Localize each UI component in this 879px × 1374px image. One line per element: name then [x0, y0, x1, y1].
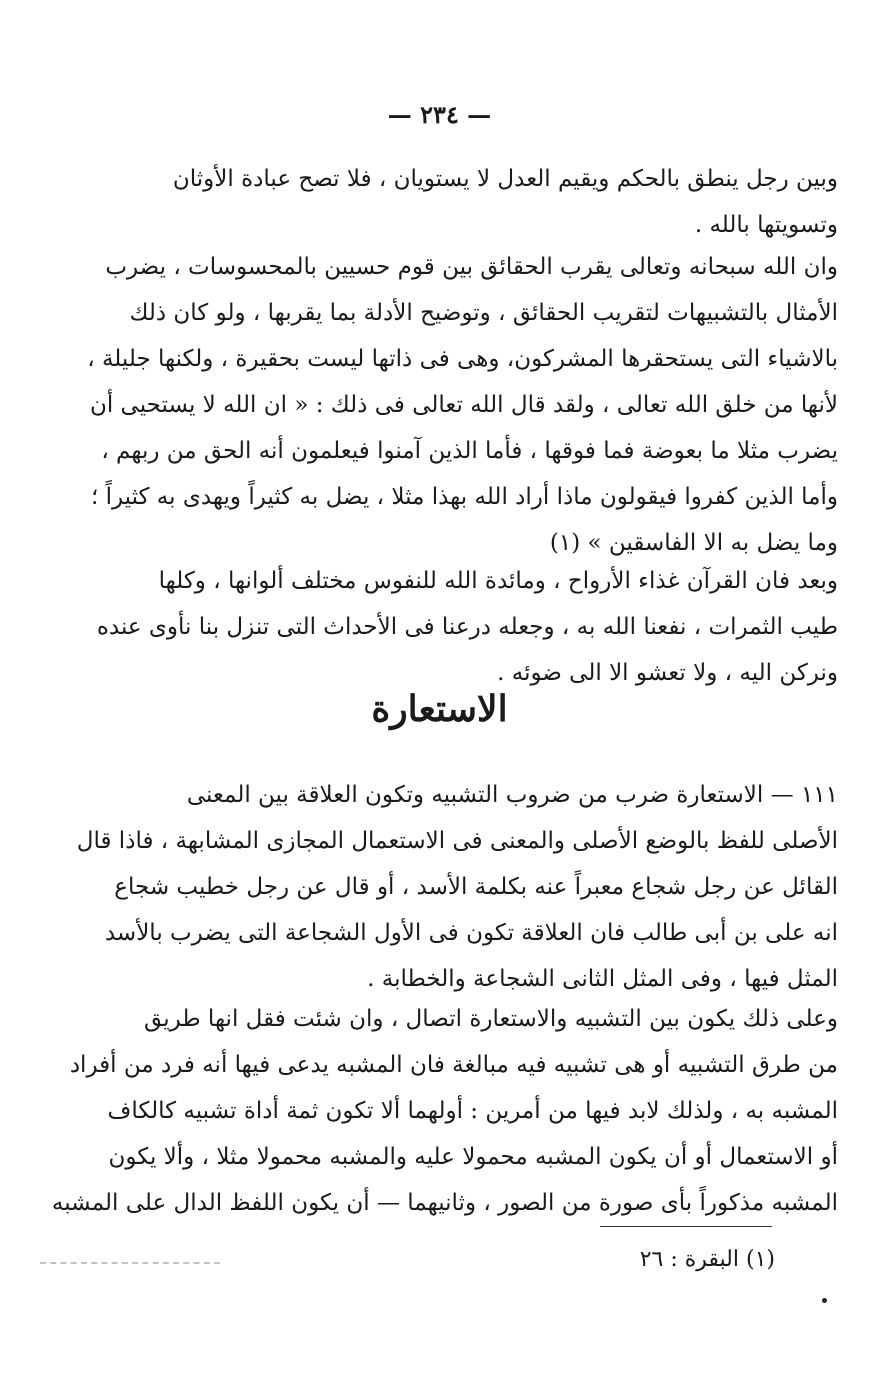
text-line: المشبه مذكوراً بأى صورة من الصور ، وثانيهما — أن يكون اللفظ الدال على المشبه — [51, 1190, 838, 1216]
text-line: بالاشياء التى يستحقرها المشركون، وهى فى ذاتها ليست بحقيرة ، ولكنها جليلة ، — [87, 346, 838, 372]
scan-artifact — [40, 1262, 220, 1264]
paragraph-1 — [48, 156, 838, 248]
paragraph-4 — [48, 772, 838, 1002]
text-line: وان الله سبحانه وتعالى يقرب الحقائق بين قوم حسيين بالمحسوسات ، يضرب — [105, 254, 838, 280]
page-number: — ٢٣٤ — — [387, 100, 492, 129]
text-line: ونركن اليه ، ولا تعشو الا الى ضوئه . — [497, 660, 838, 686]
text-line: وتسويتها بالله . — [694, 212, 838, 238]
text-line: وأما الذين كفروا فيقولون ماذا أراد الله بهذا مثلا ، يضل به كثيراً ويهدى به كثيراً ؛ — [90, 484, 838, 510]
text-line: الأصلى للفظ بالوضع الأصلى والمعنى فى الاستعمال المجازى المشابهة ، فاذا قال — [76, 828, 838, 854]
text-line: القائل عن رجل شجاع معبراً عنه بكلمة الأسد ، أو قال عن رجل خطيب شجاع — [114, 874, 838, 900]
footnote: (١) البقرة : ٢٦ — [639, 1247, 775, 1272]
text-line: انه على بن أبى طالب فان العلاقة تكون فى الأول الشجاعة التى يضرب بالأسد — [104, 920, 838, 946]
text-line: وما يضل به الا الفاسقين » (١) — [549, 530, 838, 556]
text-line: من طرق التشبيه أو هى تشبيه فيه مبالغة فان المشبه يدعى فيها أنه فرد من أفراد — [69, 1052, 838, 1078]
text-line: ١١١ — الاستعارة ضرب من ضروب التشبيه وتكون العلاقة بين المعنى — [186, 782, 838, 808]
paragraph-2 — [48, 244, 838, 566]
text-line: الأمثال بالتشبيهات لتقريب الحقائق ، وتوضيح الأدلة بما يقربها ، ولو كان ذلك — [129, 300, 838, 326]
scan-dot — [822, 1298, 827, 1303]
text-line: يضرب مثلا ما بعوضة فما فوقها ، فأما الذين آمنوا فيعلمون أنه الحق من ربهم ، — [101, 438, 838, 464]
text-line: أو الاستعمال أو أن يكون المشبه محمولا عليه والمشبه محمولا مثلا ، وألا يكون — [108, 1144, 838, 1170]
text-line: وبعد فان القرآن غذاء الأرواح ، ومائدة الله للنفوس مختلف ألوانها ، وكلها — [158, 568, 838, 594]
text-line: المشبه به ، ولذلك لابد فيها من أمرين : أولهما ألا تكون ثمة أداة تشبيه كالكاف — [107, 1098, 838, 1124]
text-line: وبين رجل ينطق بالحكم ويقيم العدل لا يستويان ، فلا تصح عبادة الأوثان — [172, 166, 838, 192]
text-line: وعلى ذلك يكون بين التشبيه والاستعارة اتصال ، وان شئت فقل انها طريق — [144, 1006, 838, 1032]
text-line: المثل فيها ، وفى المثل الثانى الشجاعة والخطابة . — [367, 966, 838, 992]
text-line: طيب الثمرات ، نفعنا الله به ، وجعله درعنا فى الأحداث التى تنزل بنا نأوى عنده — [96, 614, 838, 640]
footnote-divider — [600, 1226, 772, 1227]
section-heading: الاستعارة — [371, 688, 508, 730]
paragraph-5 — [48, 996, 838, 1226]
text-line: لأنها من خلق الله تعالى ، ولقد قال الله تعالى فى ذلك : « ان الله لا يستحيى أن — [89, 392, 838, 418]
paragraph-3 — [48, 558, 838, 696]
